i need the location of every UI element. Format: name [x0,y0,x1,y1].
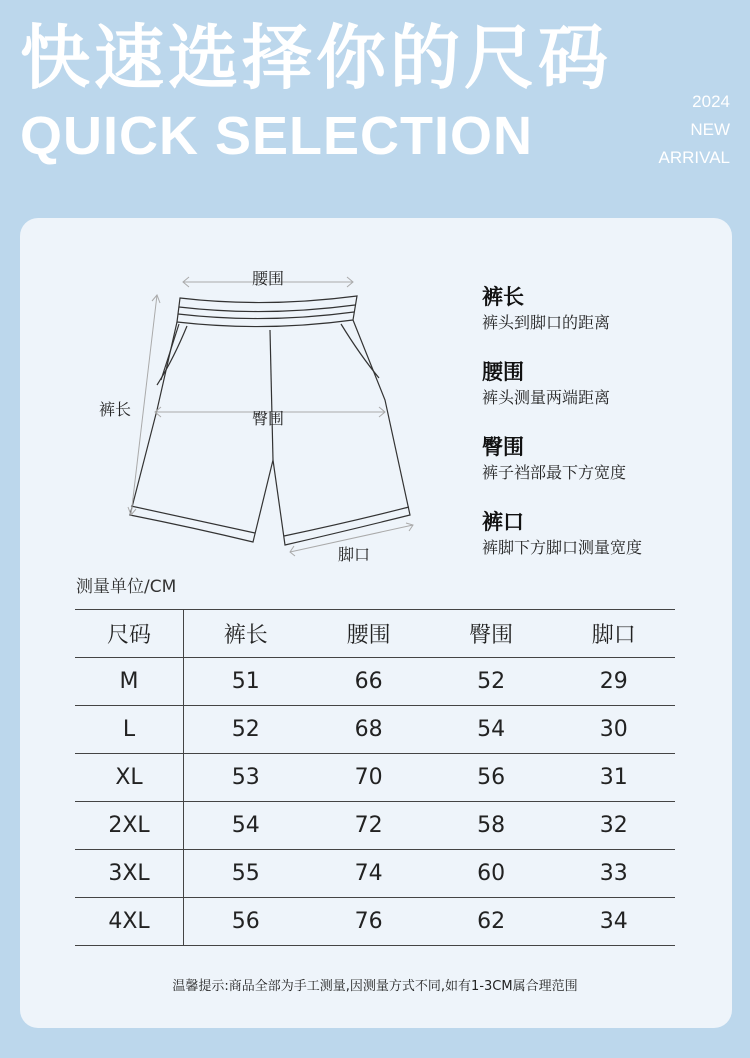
unit-label: 测量单位/CM [76,577,177,597]
table-cell: 58 [430,802,553,850]
table-cell: 34 [552,898,675,946]
table-cell: 2XL [75,802,184,850]
measure-desc: 裤子裆部最下方宽度 [482,463,627,482]
table-row [75,706,675,754]
table-row [75,754,675,802]
measure-item-waist [482,358,722,410]
table-cell: 4XL [75,898,184,946]
size-table [75,609,675,946]
year-badge [659,88,731,172]
table-header-cell: 腰围 [307,610,430,658]
table-cell: 53 [184,754,308,802]
table-cell: 68 [307,706,430,754]
table-cell: 33 [552,850,675,898]
table-cell: 29 [552,658,675,706]
measure-desc: 裤头到脚口的距离 [482,313,611,332]
table-row [75,850,675,898]
table-cell: 72 [307,802,430,850]
measure-title: 裤口 [482,510,524,534]
table-cell: L [75,706,184,754]
table-header-row [75,610,675,658]
arrival-text: ARRIVAL [658,148,730,167]
table-cell: 31 [552,754,675,802]
table-cell: 52 [430,658,553,706]
table-cell: 51 [184,658,308,706]
table-cell: 60 [430,850,553,898]
diagram-label-hem: 脚口 [338,545,371,564]
table-row [75,658,675,706]
table-cell: 56 [184,898,308,946]
table-header-cell: 臀围 [430,610,553,658]
table-cell: 30 [552,706,675,754]
table-cell: 76 [307,898,430,946]
diagram-label-waist: 腰围 [252,269,285,288]
table-cell: 54 [184,802,308,850]
table-cell: 70 [307,754,430,802]
new-text: NEW [690,120,730,139]
page-title-cn: 快速选择你的尺码 [20,17,612,99]
table-cell: 74 [307,850,430,898]
table-cell: 52 [184,706,308,754]
measure-item-hip [482,433,722,485]
measure-title: 臀围 [482,435,524,459]
measure-title: 裤长 [482,285,524,309]
table-row [75,802,675,850]
table-cell: 56 [430,754,553,802]
table-cell: M [75,658,184,706]
table-header-cell: 裤长 [184,610,308,658]
measure-item-length [482,283,722,335]
year-text: 2024 [692,92,730,111]
table-header-cell: 尺码 [75,610,184,658]
page-title-en: QUICK SELECTION [20,106,534,166]
table-cell: 55 [184,850,308,898]
measure-title: 腰围 [482,360,524,384]
table-cell: 3XL [75,850,184,898]
diagram-label-length: 裤长 [99,400,132,419]
table-cell: 62 [430,898,553,946]
table-cell: 32 [552,802,675,850]
measure-item-hem [482,508,722,560]
measurement-note: 温馨提示:商品全部为手工测量,因测量方式不同,如有1-3CM属合理范围 [172,979,578,994]
diagram-label-hip: 臀围 [252,409,285,428]
table-cell: 66 [307,658,430,706]
table-cell: XL [75,754,184,802]
table-header-cell: 脚口 [552,610,675,658]
measure-desc: 裤头测量两端距离 [482,388,611,407]
measure-desc: 裤脚下方脚口测量宽度 [482,538,643,557]
table-cell: 54 [430,706,553,754]
table-row [75,898,675,946]
